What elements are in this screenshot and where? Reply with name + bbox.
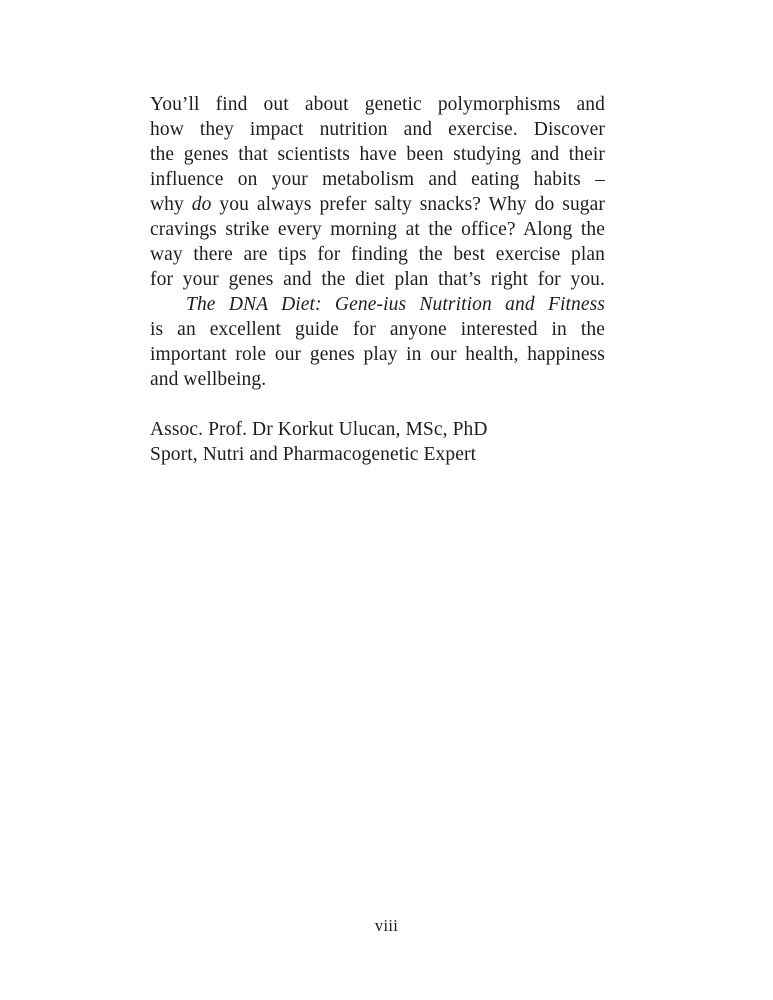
text-line bbox=[150, 192, 605, 217]
endorsement-paragraph bbox=[150, 292, 605, 392]
text-line bbox=[150, 92, 605, 117]
text-line bbox=[150, 267, 605, 292]
text-line bbox=[150, 217, 605, 242]
text-segment: important role our genes play in our health, happiness bbox=[150, 344, 605, 365]
text-segment: the genes that scientists have been studying and their bbox=[150, 144, 605, 165]
text-segment: why bbox=[150, 194, 192, 215]
text-segment: influence on your metabolism and eating habits – bbox=[150, 169, 605, 190]
text-segment: for your genes and the diet plan that’s right for you. bbox=[150, 269, 605, 290]
text-line bbox=[150, 167, 605, 192]
paragraphs-container bbox=[150, 92, 605, 392]
author-block bbox=[150, 417, 605, 467]
text-line bbox=[150, 317, 605, 342]
text-segment: is an excellent guide for anyone interested in the bbox=[150, 319, 605, 340]
text-line bbox=[150, 117, 605, 142]
text-segment: and wellbeing. bbox=[150, 369, 267, 390]
text-segment: You’ll find out about genetic polymorphisms and bbox=[150, 94, 605, 115]
italic-text-segment: The DNA Diet: Gene-ius Nutrition and Fitness bbox=[186, 294, 605, 315]
text-line bbox=[150, 367, 605, 392]
text-line bbox=[150, 142, 605, 167]
text-line bbox=[150, 242, 605, 267]
intro-paragraph bbox=[150, 92, 605, 292]
text-segment: how they impact nutrition and exercise. Discover bbox=[150, 119, 605, 140]
text-segment: you always prefer salty snacks? Why do sugar bbox=[211, 194, 606, 215]
author-title-line: Sport, Nutri and Pharmacogenetic Expert bbox=[150, 444, 477, 465]
text-segment: way there are tips for finding the best exercise plan bbox=[150, 244, 605, 265]
author-name-line: Assoc. Prof. Dr Korkut Ulucan, MSc, PhD bbox=[150, 419, 488, 440]
page-number: viii bbox=[374, 916, 399, 935]
text-segment: cravings strike every morning at the office? Along the bbox=[150, 219, 605, 240]
italic-text-segment: do bbox=[191, 194, 212, 215]
text-line bbox=[150, 292, 605, 317]
body-text-block bbox=[150, 92, 605, 467]
text-line bbox=[150, 342, 605, 367]
